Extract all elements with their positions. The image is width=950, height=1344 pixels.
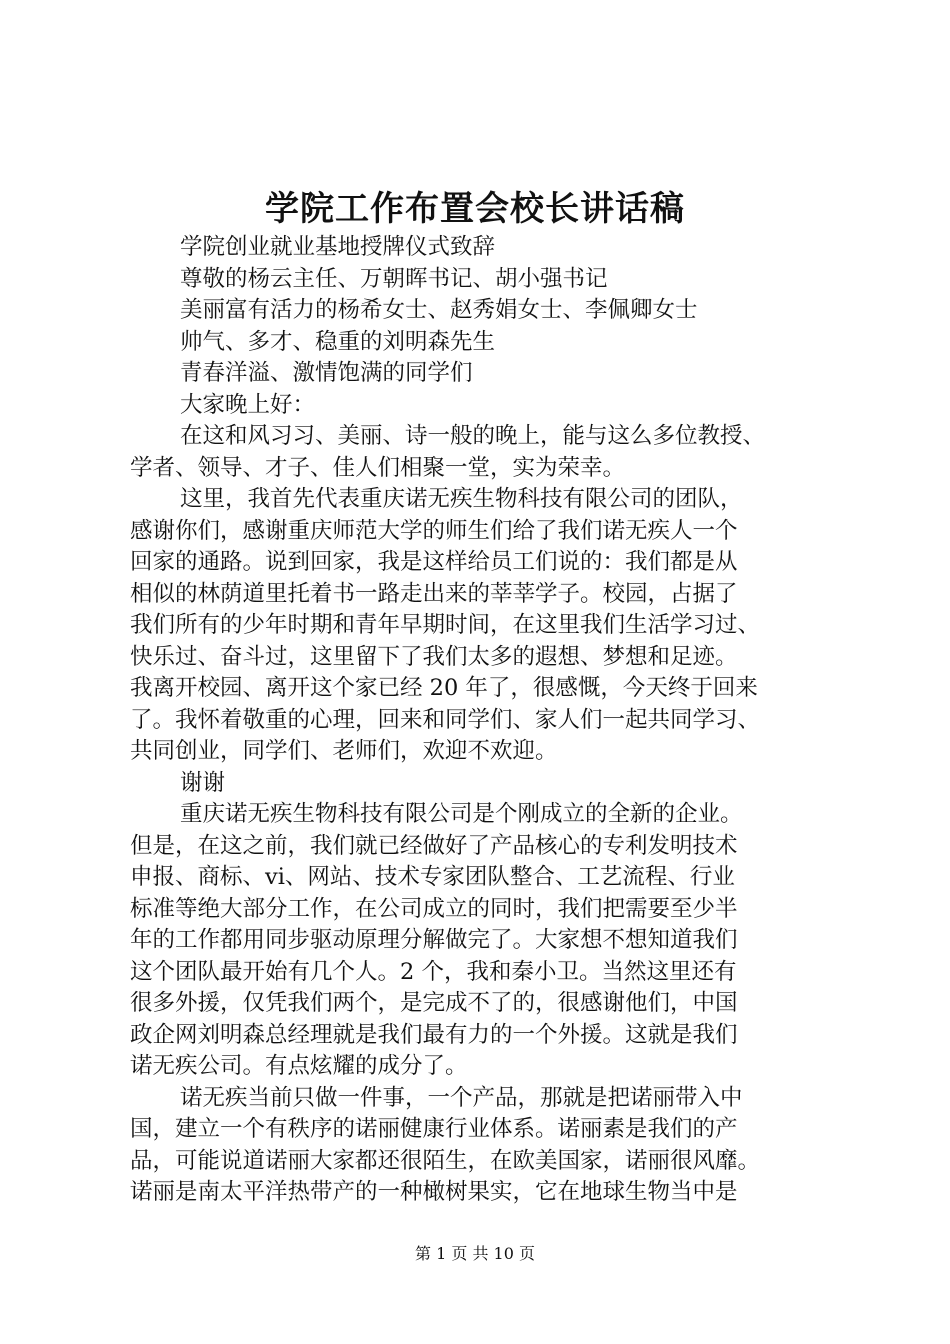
text-line: 在这和风习习、美丽、诗一般的晚上，能与这么多位教授、 <box>180 423 766 449</box>
text-line: 我们所有的少年时期和青年早期时间，在这里我们生活学习过、 <box>130 612 761 638</box>
text-line: 帅气、多才、稳重的刘明森先生 <box>180 328 496 355</box>
text-line: 感谢你们，感谢重庆师范大学的师生们给了我们诺无疾人一个 <box>130 517 738 544</box>
text-line: 重庆诺无疾生物科技有限公司是个刚成立的全新的企业。 <box>180 801 743 827</box>
page-footer: 第 1 页 共 10 页 <box>415 1244 535 1263</box>
text-line: 我离开校园、离开这个家已经 20 年了，很感慨，今天终于回来 <box>130 675 758 701</box>
text-line: 标准等绝大部分工作，在公司成立的同时，我们把需要至少半 <box>130 895 738 922</box>
text-line: 青春洋溢、激情饱满的同学们 <box>180 360 473 386</box>
text-line: 美丽富有活力的杨希女士、赵秀娟女士、李佩卿女士 <box>180 297 698 323</box>
text-line: 学者、领导、才子、佳人们相聚一堂，实为荣幸。 <box>130 454 626 481</box>
document-body <box>130 232 830 1209</box>
text-line: 年的工作都用同步驱动原理分解做完了。大家想不想知道我们 <box>130 927 738 953</box>
text-line: 诺无疾公司。有点炫耀的成分了。 <box>130 1053 468 1079</box>
text-line: 回家的通路。说到回家，我是这样给员工们说的：我们都是从 <box>130 549 738 575</box>
text-line: 大家晚上好： <box>180 391 316 418</box>
text-line: 诺丽是南太平洋热带产的一种橄树果实，它在地球生物当中是 <box>130 1179 738 1205</box>
text-line: 品，可能说道诺丽大家都还很陌生，在欧美国家，诺丽很风靡。 <box>130 1147 761 1174</box>
text-line: 诺无疾当前只做一件事，一个产品，那就是把诺丽带入中 <box>180 1084 743 1111</box>
text-line: 但是，在这之前，我们就已经做好了产品核心的专利发明技术 <box>130 832 738 859</box>
text-line: 学院创业就业基地授牌仪式致辞 <box>180 234 496 260</box>
text-line: 共同创业，同学们、老师们，欢迎不欢迎。 <box>130 738 558 764</box>
text-line: 很多外援，仅凭我们两个，是完成不了的，很感谢他们，中国 <box>130 990 738 1016</box>
text-line: 国，建立一个有秩序的诺丽健康行业体系。诺丽素是我们的产 <box>130 1116 738 1142</box>
text-line: 快乐过、奋斗过，这里留下了我们太多的遐想、梦想和足迹。 <box>130 643 738 670</box>
text-line: 政企网刘明森总经理就是我们最有力的一个外援。这就是我们 <box>130 1021 738 1048</box>
text-line: 尊敬的杨云主任、万朝晖书记、胡小强书记 <box>180 265 608 292</box>
text-line: 谢谢 <box>180 769 226 796</box>
text-line: 申报、商标、vi、网站、技术专家团队整合、工艺流程、行业 <box>130 864 735 890</box>
document-title: 学院工作布置会校长讲话稿 <box>265 189 685 229</box>
text-line: 这里，我首先代表重庆诺无疾生物科技有限公司的团队， <box>180 486 743 512</box>
text-line: 了。我怀着敬重的心理，回来和同学们、家人们一起共同学习、 <box>130 706 761 733</box>
text-line: 这个团队最开始有几个人。2 个，我和秦小卫。当然这里还有 <box>130 958 737 985</box>
text-line: 相似的林荫道里托着书一路走出来的莘莘学子。校园，占据了 <box>130 580 738 607</box>
